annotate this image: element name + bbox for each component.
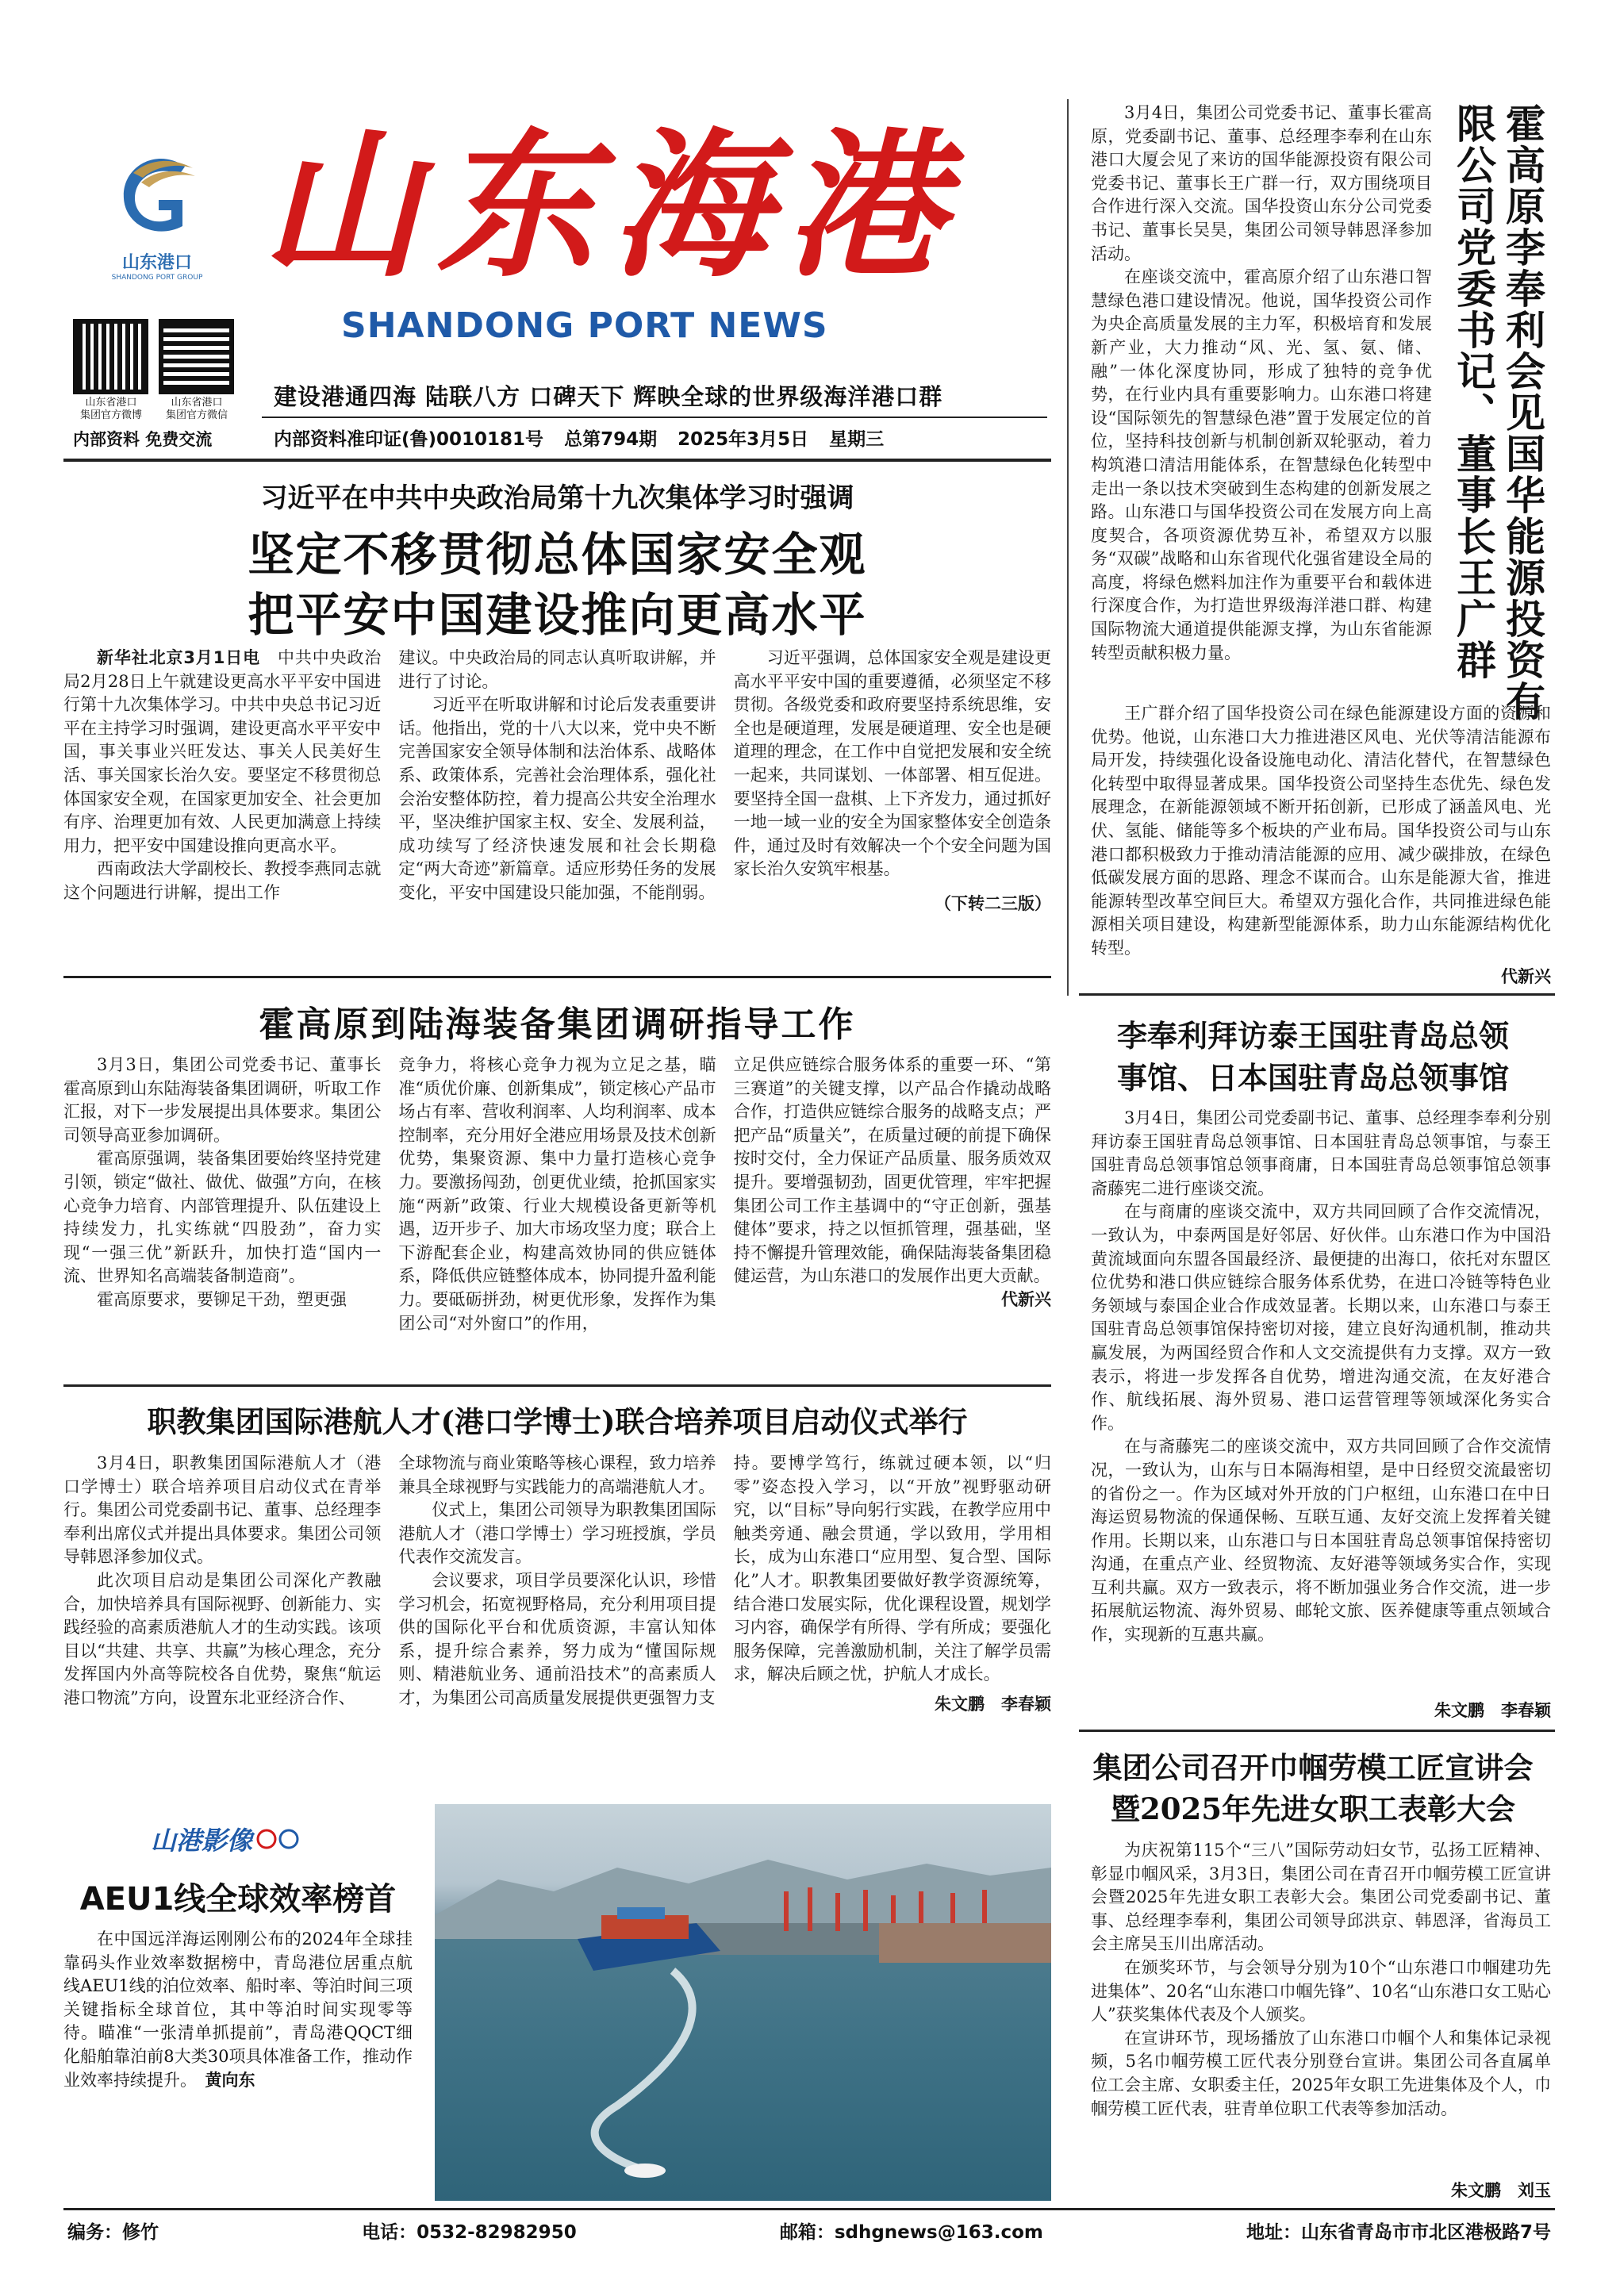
sidebar-bottom-p2: 在颁奖环节，与会领导分别为10个“山东港口巾帼建功先进集体”、20名“山东港口巾帼先锋”、10名“山东港口女工贴心人”获奖集体代表及个人颁奖。 bbox=[1091, 1957, 1551, 2025]
article3-col-1 bbox=[63, 1452, 381, 1785]
sidebar-top-rule bbox=[1079, 993, 1555, 996]
article3-col-3 bbox=[734, 1452, 1051, 1785]
article2-body bbox=[63, 1054, 1051, 1371]
sidebar-mid-headline-1: 李奉利拜访泰王国驻青岛总领 bbox=[1116, 1018, 1509, 1054]
article2-c2p1: 竞争力，将核心竞争力视为立足之基，瞄准“质优价廉、创新集成”，锁定核心产品市场占有率、营收利润率、人均利润率、成本控制率，充分用好全港应用场景及技术创新优势，集聚资源、集中力量打造核心竞争力。要激扬闯劲，创更优业绩，抢抓国家实施“两新”政策、行业大规模设备更新等机遇，迈开步子、加大市场攻坚力度；联合上下游配套企业，构建高效协同的供应链体系，降低供应链整体成本，协同提升盈利能力。要砥砺拼劲，树更优形象，发挥作为集团公司“对外窗口”的作用， bbox=[398, 1055, 716, 1333]
lead-body bbox=[63, 647, 1051, 964]
sidebar-bottom-p3: 在宣讲环节，现场播放了山东港口巾帼个人和集体记录视频，5名巾帼劳模工匠代表分别登台宣讲。集团公司各直属单位工会主席、女职委主任，2025年女职工先进集体及个人，巾帼劳模工匠代表，驻青单位职工代表等参加活动。 bbox=[1091, 2028, 1551, 2118]
sidebar-bottom-body bbox=[1091, 1839, 1551, 2180]
group-name: 山东港口 bbox=[121, 253, 192, 273]
group-logo bbox=[109, 151, 213, 282]
photo-feature-photographer: 黄向东 bbox=[205, 2070, 255, 2090]
issue-line bbox=[274, 424, 884, 451]
port-photo bbox=[435, 1804, 1051, 2201]
article2-c1p1: 3月3日，集团公司党委书记、董事长霍高原到山东陆海装备集团调研，听取工作汇报，对下一步发展提出具体要求。集团公司领导高亚参加调研。 bbox=[63, 1055, 382, 1145]
sidebar-bottom-headline-2: 暨2025年先进女职工表彰大会 bbox=[1111, 1791, 1515, 1826]
footer-phone: 电话：0532-82982950 bbox=[362, 2222, 577, 2243]
lead-continued: （下转二三版） bbox=[934, 893, 1051, 913]
article2-byline: 代新兴 bbox=[1000, 1289, 1051, 1309]
lead-text-2: 建议。中央政治局的同志认真听取讲解，并进行了讨论。 bbox=[398, 648, 716, 691]
sidebar-top-body bbox=[1091, 102, 1432, 705]
article3-c3p1: 持。要博学笃行，练就过硬本领，以“归零”姿态投入学习，以“开放”视野驱动研究，以“目标”导向躬行实践，在教学应用中触类旁通、融会贯通，学以致用，学用相长，成为山东港口“应用型、复合型、国际化”人才。职教集团要做好教学资源统筹，结合港口发展实际，优化课程设置，规划学习内容，确保学有所得、学有所成；要强化服务保障，完善激励机制，关注了解学员需求，解决后顾之忧，护航人才成长。 bbox=[733, 1453, 1051, 1684]
sidebar-top-headline: 霍高原李奉利会见国华能源投资有限公司党委书记、董事长王广群 bbox=[1450, 103, 1546, 722]
masthead-bottom-rule bbox=[63, 459, 1051, 462]
photo-feature-logo-text: 山港影像 bbox=[151, 1826, 253, 1856]
internal-notice: 内部资料 免费交流 bbox=[73, 430, 213, 449]
sidebar-top-p3: 王广群介绍了国华投资公司在绿色能源建设方面的资源和优势。他说，山东港口大力推进港区风电、光伏等清洁能源布局开发，持续强化设备设施电动化、清洁化替代，在智慧绿色化转型中取得显著成果。国华投资公司坚持生态优先、绿色发展理念，在新能源领域不断开拓创新，已形成了涵盖风电、光伏、氢能、储能等多个板块的产业布局。国华投资公司与山东港口都积极致力于推动清洁能源的应用、减少碳排放，在绿色低碳发展方面的思路、理念不谋而合。山东是能源大省，推进能源转型改革空间巨大。希望双方强化合作，共同推进绿色能源相关项目建设，构建新型能源体系，助力山东能源结构优化转型。 bbox=[1091, 704, 1551, 958]
article2-col-2 bbox=[398, 1054, 716, 1371]
qr-code-weibo bbox=[73, 319, 148, 394]
sidebar-mid-rule bbox=[1079, 1730, 1555, 1732]
lead-bottom-rule bbox=[63, 976, 1051, 978]
lead-text-2b: 习近平在听取讲解和讨论后发表重要讲话。他指出，党的十八大以来，党中央不断完善国家安全领导体制和法治体系、战略体系、政策体系，完善社会治理体系，强化社会治安整体防控，着力提高公共安全治理水平，坚决维护国家主权、安全、发展利益，成功续写了经济快速发展和社会长期稳定“两大奇迹”新篇章。适应形势任务的发展变化，平安中国建设只能加强，不能削弱。 bbox=[398, 695, 716, 902]
port-photo-scene bbox=[435, 1804, 1051, 2201]
sidebar-bottom-p1: 为庆祝第115个“三八”国际劳动妇女节，弘扬工匠精神、彰显巾帼风采，3月3日，集团公司在青召开巾帼劳模工匠宣讲会暨2025年先进女职工表彰大会。集团公司党委副书记、董事、总经理李奉利，集团公司领导邱洪京、韩恩泽，省海员工会主席吴玉川出席活动。 bbox=[1091, 1841, 1551, 1954]
lead-col-2 bbox=[398, 647, 716, 964]
article2-c3p1: 立足供应链综合服务体系的重要一环、“第三赛道”的关键支撑，以产品合作撬动战略合作，打造供应链综合服务的战略支点；严把产品“质量关”，在质量过硬的前提下确保按时交付，全力保证产品质量、服务质效双提升。要增强韧劲，固更优管理，牢牢把握集团公司工作主基调中的“守正创新，强基健体”要求，持之以恒抓管理，强基础，坚持不懈提升管理效能，确保陆海装备集团稳健运营，为山东港口的发展作出更大贡献。 bbox=[733, 1055, 1051, 1286]
sidebar-mid-body bbox=[1091, 1107, 1551, 1645]
footer-rule bbox=[63, 2208, 1555, 2210]
footer-editor: 编务：修竹 bbox=[67, 2222, 159, 2243]
lead-kicker: 习近平在中共中央政治局第十九次集体学习时强调 bbox=[260, 482, 854, 514]
footer-address: 地址：山东省青岛市市北区港极路7号 bbox=[1246, 2222, 1551, 2243]
sidebar-mid-headline-2: 事馆、日本国驻青岛总领事馆 bbox=[1116, 1060, 1509, 1096]
sidebar-bottom-headline-1: 集团公司召开巾帼劳模工匠宣讲会 bbox=[1092, 1750, 1534, 1785]
article2-c1p3: 霍高原要求，要铆足干劲，塑更强 bbox=[97, 1289, 347, 1309]
sidebar-divider bbox=[1067, 99, 1069, 996]
lead-text-1b: 西南政法大学副校长、教授李燕同志就这个问题进行讲解，提出工作 bbox=[63, 859, 382, 902]
slogan: 建设港通四海 陆联八方 口碑天下 辉映全球的世界级海洋港口群 bbox=[274, 383, 943, 410]
sidebar-mid-p3: 在与斋藤宪二的座谈交流中，双方共同回顾了合作交流情况，一致认为，山东与日本隔海相望，是中日经贸交流最密切的省份之一。作为区域对外开放的门户枢纽，山东港口在中日海运贸易物流的保通保畅、互联互通、友好交流上发挥着关键作用。长期以来，山东港口与日本国驻青岛总领事馆保持密切沟通，在重点产业、经贸物流、友好港等领域务实合作，实现互利共赢。双方一致表示，将不断加强业务合作交流，进一步拓展航运物流、海外贸易、邮轮文旅、医养健康等重点领域合作，实现新的互惠共赢。 bbox=[1091, 1437, 1551, 1645]
article3-body bbox=[63, 1452, 1051, 1785]
group-name-en: SHANDONG PORT GROUP bbox=[111, 274, 203, 282]
photo-feature-headline: AEU1线全球效率榜首 bbox=[79, 1881, 397, 1918]
photo-feature-logo bbox=[151, 1821, 305, 1857]
weekday: 星期三 bbox=[829, 429, 885, 450]
lead-headline-2: 把平安中国建设推向更高水平 bbox=[248, 588, 867, 642]
footer bbox=[67, 2217, 1551, 2244]
sidebar-top-p2: 在座谈交流中，霍高原介绍了山东港口智慧绿色港口建设情况。他说，国华投资公司作为央企高质量发展的主力军，积极培育和发展新产业，大力推动“风、光、氢、氨、储、融”一体化深度协同，形成了独特的竞争优势，在行业内具有重要影响力。山东港口将建设“国际领先的智慧绿色港”置于发展定位的首位，坚持科技创新与机制创新双轮驱动，着力构筑港口清洁用能体系，在智慧绿色化转型中走出一条以技术突破到生态构建的创新发展之路。山东港口与国华投资公司在发展方向上高度契合，各项资源优势互补，希望双方以服务“双碳”战略和山东省现代化强省建设全局的高度，将绿色燃料加注作为重要平台和载体进行深度合作，为打造世界级海洋港口群、构建国际物流大通道提供能源支撑，为山东省能源转型贡献积极力量。 bbox=[1091, 267, 1432, 662]
newspaper-title: 山东海港 bbox=[262, 113, 961, 299]
article3-c2p2: 仪式上，集团公司领导为职教集团国际港航人才（港口学博士）学习班授旗，学员代表作交流发言。 bbox=[398, 1500, 716, 1567]
sidebar-top-p1: 3月4日，集团公司党委书记、董事长霍高原，党委副书记、董事、总经理李奉利在山东港口大厦会见了来访的国华能源投资有限公司党委书记、董事长王广群一行，双方围绕项目合作进行深入交流。国华投资山东分公司党委书记、董事长吴昊，集团公司领导韩恩泽参加活动。 bbox=[1091, 103, 1432, 263]
sidebar-top-body-2 bbox=[1091, 702, 1551, 972]
article2-col-1 bbox=[63, 1054, 381, 1371]
article2-headline: 霍高原到陆海装备集团调研指导工作 bbox=[259, 1004, 856, 1045]
article3-c2p1: 全球物流与商业策略等核心课程，致力培养兼具全球视野与实践能力的高端港航人才。 bbox=[398, 1453, 716, 1496]
issue-number: 总第794期 bbox=[564, 429, 658, 450]
photo-feature-caption: 在中国远洋海运刚刚公布的2024年全球挂靠码头作业效率数据榜中，青岛港位居重点航线AEU1线的泊位效率、船时率、等泊时间三项关键指标全球首位，其中等泊时间实现零等待。瞄准“一张清单抓提前”，青岛港QQCT细化船舶靠泊前8大类30项具体准备工作，推动作业效率持续提升。 bbox=[63, 1929, 413, 2090]
sidebar-mid-byline: 朱文鹏 李春颖 bbox=[1434, 1701, 1551, 1720]
sidebar-bottom-byline: 朱文鹏 刘玉 bbox=[1451, 2181, 1551, 2200]
group-logo-icon bbox=[109, 151, 213, 246]
lead-text-3: 习近平强调，总体国家安全观是建设更高水平平安中国的重要遵循，必须坚定不移贯彻。各级党委和政府要坚持系统思维，安全也是硬道理，发展是硬道理、安全也是硬道理的理念，在工作中自觉把发展和安全统一起来，共同谋划、一体部署、相互促进。要坚持全国一盘棋、上下齐发力，通过抓好一地一域一业的安全为国家整体安全创造条件，通过及时有效解决一个个安全问题为国家长治久安筑牢根基。 bbox=[733, 648, 1051, 879]
masthead-rule bbox=[262, 417, 1047, 418]
footer-email: 邮箱：sdhgnews@163.com bbox=[779, 2222, 1043, 2243]
article3-c2p3: 会议要求，项目学员要深化认识，珍惜学习机会，拓宽视野格局，充分利用项目提供的国际化平台和优质资源，丰富认知体系，提升综合素养，努力成为“懂国际规则、精港航业务、通前沿技术”的高素质人才，为集团公司高质量发展提供更强智力支 bbox=[398, 1570, 716, 1707]
article3-headline: 职教集团国际港航人才(港口学博士)联合培养项目启动仪式举行 bbox=[147, 1404, 968, 1439]
qr1-caption: 山东省港口 集团官方微博 bbox=[79, 397, 142, 421]
sidebar-mid-p2: 在与商庸的座谈交流中，双方共同回顾了合作交流情况，一致认为，中泰两国是好邻居、好伙伴。山东港口作为中国沿黄流域面向东盟各国最经济、最便捷的出海口，依托对东盟区位优势和港口供应链综合服务体系优势，在进口冷链等特色业务领域与泰国企业合作成效显著。长期以来，山东港口与泰王国驻青岛总领事馆保持密切对接，建立良好沟通机制，推动共赢发展，为两国经贸合作和人文交流提供有力支撑。双方一致表示，将进一步发挥各自优势，增进沟通交流，在友好港合作、航线拓展、海外贸易、港口运营管理等领域深化务实合作。 bbox=[1091, 1202, 1551, 1433]
issue-date: 2025年3月5日 bbox=[678, 429, 809, 450]
lead-dateline: 新华社北京3月1日电 bbox=[97, 648, 261, 667]
article2-col-3 bbox=[734, 1054, 1051, 1371]
lead-col-1 bbox=[63, 647, 381, 964]
film-reel-icon bbox=[257, 1829, 305, 1849]
sidebar-mid-p1: 3月4日，集团公司党委副书记、董事、总经理李奉利分别拜访泰王国驻青岛总领事馆、日本国驻青岛总领事馆，与泰王国驻青岛总领事馆总领事商庸，日本国驻青岛总领事馆总领事斋藤宪二进行座谈交流。 bbox=[1091, 1108, 1551, 1198]
lead-col-3 bbox=[734, 647, 1051, 964]
qr-code-wechat bbox=[159, 319, 234, 394]
article2-c1p2: 霍高原强调，装备集团要始终坚持党建引领，锁定“做社、做优、做强”方向，在核心竞争力培育、内部管理提升、队伍建设上持续发力，扎实练就“四股劲”，奋力实现“一强三优”新跃升，加快打造“国内一流、世界知名高端装备制造商”。 bbox=[63, 1149, 382, 1286]
newspaper-title-en: SHANDONG PORT NEWS bbox=[341, 305, 828, 346]
article3-c1p2: 此次项目启动是集团公司深化产教融合，加快培养具有国际视野、创新能力、实践经验的高素质港航人才的生动实践。该项目以“共建、共享、共赢”为核心理念，充分发挥国内外高等院校各自优势，聚焦“航运港口物流”方向，设置东北亚经济合作、 bbox=[63, 1570, 382, 1707]
photo-feature-caption-box bbox=[63, 1928, 413, 2190]
sidebar-top-byline: 代新兴 bbox=[1501, 967, 1551, 986]
permit: 内部资料准印证(鲁)0010181号 bbox=[274, 429, 544, 450]
article3-col-2 bbox=[398, 1452, 716, 1785]
lead-text-1: 中共中央政治局2月28日上午就建设更高水平平安中国进行第十九次集体学习。中共中央总书记习近平在主持学习时强调，建设更高水平平安中国，事关事业兴旺发达、事关人民美好生活、事关国家长治久安。要坚定不移贯彻总体国家安全观，在国家更加安全、社会更加有序、治理更加有效、人民更加满意上持续用力，把平安中国建设推向更高水平。 bbox=[63, 648, 382, 855]
article3-byline: 朱文鹏 李春颖 bbox=[934, 1694, 1051, 1714]
lead-headline-1: 坚定不移贯彻总体国家安全观 bbox=[248, 528, 867, 582]
article2-bottom-rule bbox=[63, 1384, 1051, 1387]
article3-c1p1: 3月4日，职教集团国际港航人才（港口学博士）联合培养项目启动仪式在青举行。集团公司党委副书记、董事、总经理李奉利出席仪式并提出具体要求。集团公司领导韩恩泽参加仪式。 bbox=[63, 1453, 382, 1567]
qr2-caption: 山东省港口 集团官方微信 bbox=[165, 397, 228, 421]
